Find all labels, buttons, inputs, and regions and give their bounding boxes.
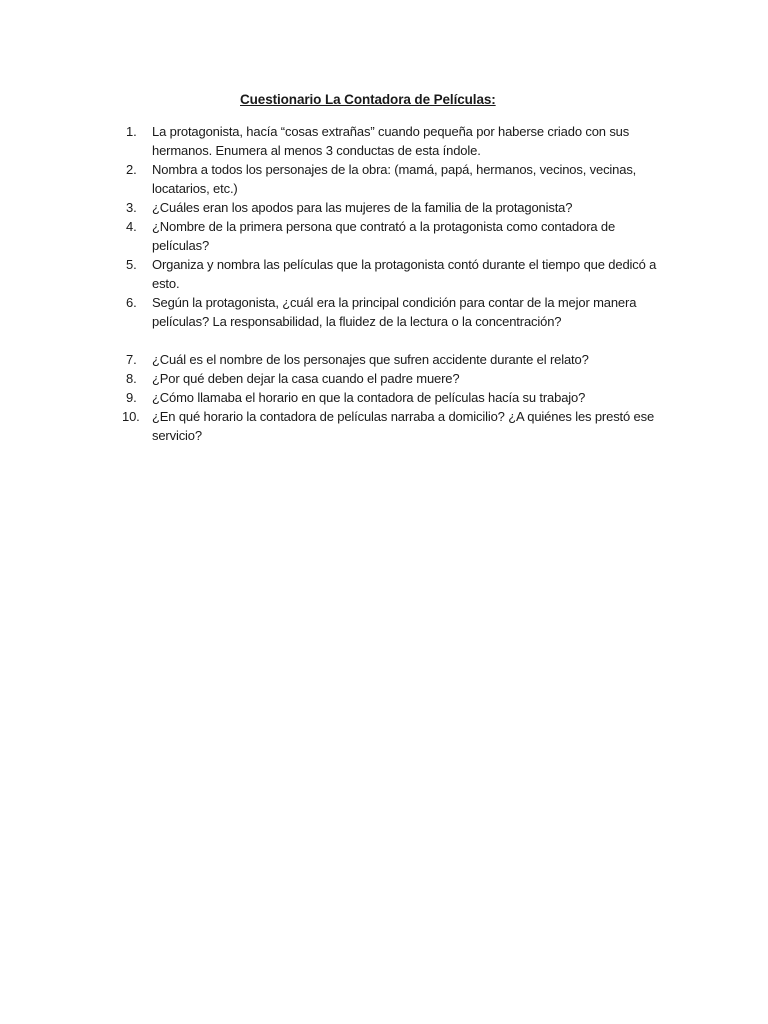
question-number: 6. — [126, 295, 137, 310]
question-item — [126, 388, 666, 407]
question-text: ¿Nombre de la primera persona que contrató a la protagonista como contadora de películas? — [152, 219, 616, 253]
question-item — [126, 198, 666, 217]
question-item — [126, 350, 666, 369]
question-item — [126, 122, 666, 160]
question-number: 1. — [126, 124, 137, 139]
question-number: 2. — [126, 162, 137, 177]
question-text: ¿Cuál es el nombre de los personajes que sufren accidente durante el relato? — [152, 352, 589, 367]
question-text: La protagonista, hacía “cosas extrañas” cuando pequeña por haberse criado con sus hermanos. Enumera al menos 3 conductas de esta índole. — [152, 124, 630, 158]
question-number: 5. — [126, 257, 137, 272]
question-number: 4. — [126, 219, 137, 234]
question-text: ¿Cuáles eran los apodos para las mujeres de la familia de la protagonista? — [152, 200, 573, 215]
question-item — [122, 407, 666, 445]
question-text: Organiza y nombra las películas que la protagonista contó durante el tiempo que dedicó a esto. — [152, 257, 657, 291]
question-number: 10. — [122, 409, 140, 424]
question-item — [126, 160, 666, 198]
question-text: ¿Por qué deben dejar la casa cuando el padre muere? — [152, 371, 460, 386]
question-number: 8. — [126, 371, 137, 386]
question-item — [126, 217, 666, 255]
question-item — [126, 255, 666, 293]
question-list — [122, 122, 666, 445]
question-item — [126, 293, 666, 331]
document-title: Cuestionario La Contadora de Películas: — [240, 92, 496, 107]
question-text: ¿En qué horario la contadora de películas narraba a domicilio? ¿A quiénes les prestó ese servicio? — [152, 409, 655, 443]
question-number: 7. — [126, 352, 137, 367]
question-number: 3. — [126, 200, 137, 215]
question-text: Nombra a todos los personajes de la obra: (mamá, papá, hermanos, vecinos, vecinas, locatarios, etc.) — [152, 162, 637, 196]
question-number: 9. — [126, 390, 137, 405]
question-text: Según la protagonista, ¿cuál era la principal condición para contar de la mejor manera películas? La responsabilidad, la fluidez de la lectura o la concentración? — [152, 295, 637, 329]
question-item — [126, 369, 666, 388]
question-text: ¿Cómo llamaba el horario en que la contadora de películas hacía su trabajo? — [152, 390, 586, 405]
